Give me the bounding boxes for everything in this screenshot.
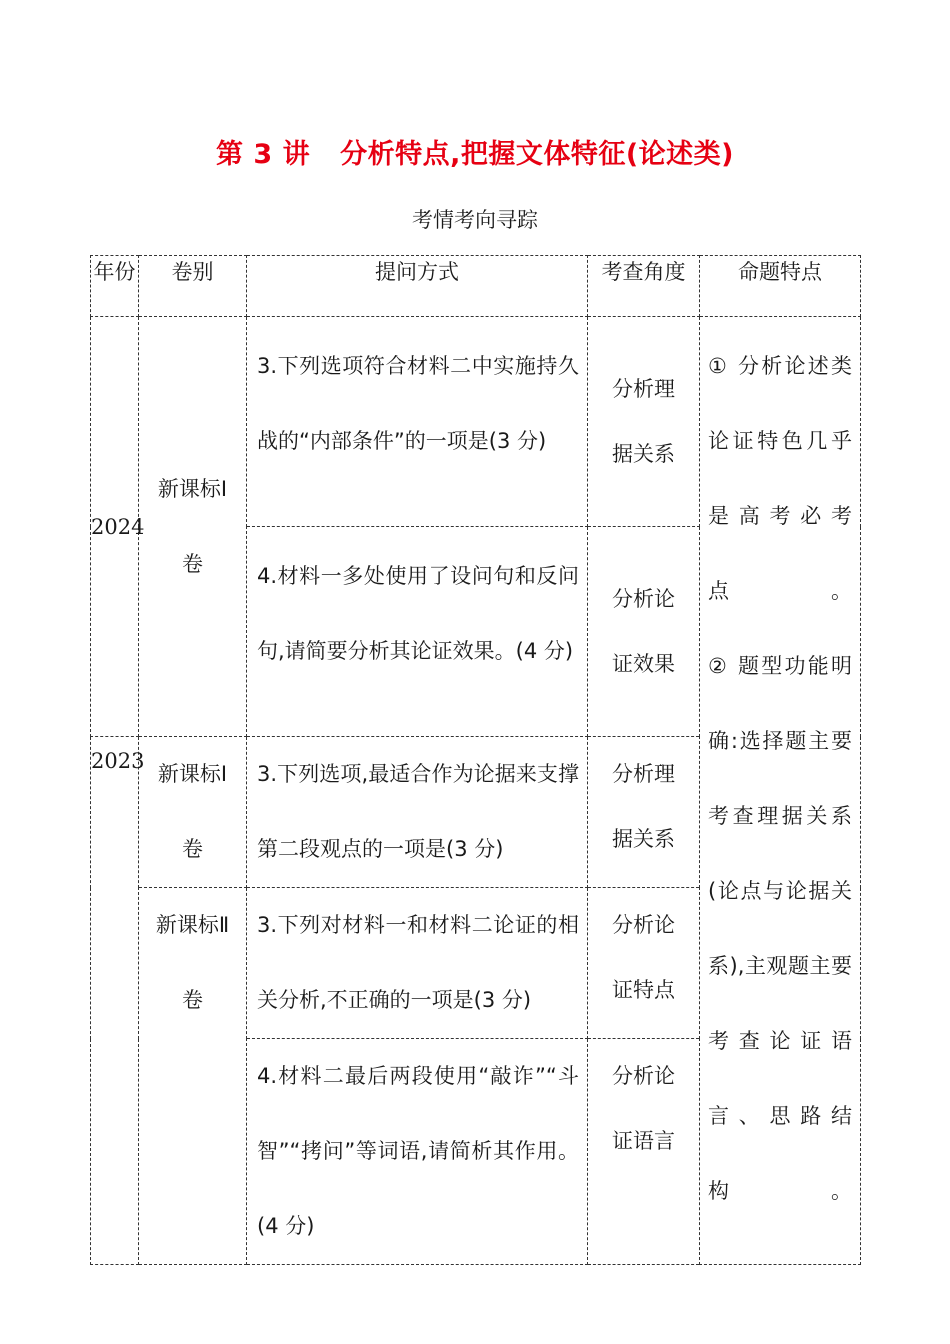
feature-point-1: ① 分析论述类论证特色几乎是高考必考点。 [708,354,852,603]
exam-table [90,255,861,1265]
angle-cell: 分析理据关系 [588,317,700,527]
table-row [91,317,861,527]
section-subtitle: 考情考向寻踪 [412,208,538,232]
volume-cell: 新课标Ⅰ卷 [139,737,247,888]
question-cell: 3.下列对材料一和材料二论证的相关分析,不正确的一项是(3 分) [247,888,588,1039]
col-header-question: 提问方式 [247,256,588,317]
volume-cell: 新课标Ⅱ卷 [139,888,247,1265]
angle-cell: 分析论证效果 [588,527,700,737]
feature-point-2: ② 题型功能明确:选择题主要考查理据关系(论点与论据关系),主观题主要考查论证语言、思路结构。 [708,654,852,1203]
year-cell-2023: 2023 [91,737,139,1265]
angle-cell: 分析论证特点 [588,888,700,1039]
title-main: 分析特点,把握文体特征(论述类) [340,139,735,170]
question-cell: 4.材料一多处使用了设问句和反问句,请简要分析其论证效果。(4 分) [247,527,588,737]
table-header-row [91,256,861,317]
page-title [0,132,950,171]
angle-cell: 分析论证语言 [588,1039,700,1265]
col-header-feature: 命题特点 [700,256,861,317]
angle-cell: 分析理据关系 [588,737,700,888]
col-header-angle: 考查角度 [588,256,700,317]
col-header-year: 年份 [91,256,139,317]
question-cell: 3.下列选项,最适合作为论据来支撑第二段观点的一项是(3 分) [247,737,588,888]
title-prefix: 第 3 讲 [215,139,311,170]
volume-cell: 新课标Ⅰ卷 [139,317,247,737]
feature-cell [700,317,861,1265]
col-header-volume: 卷别 [139,256,247,317]
question-cell: 4.材料二最后两段使用“敲诈”“斗智”“拷问”等词语,请简析其作用。(4 分) [247,1039,588,1265]
question-cell: 3.下列选项符合材料二中实施持久战的“内部条件”的一项是(3 分) [247,317,588,527]
year-cell-2024: 2024 [91,317,139,737]
